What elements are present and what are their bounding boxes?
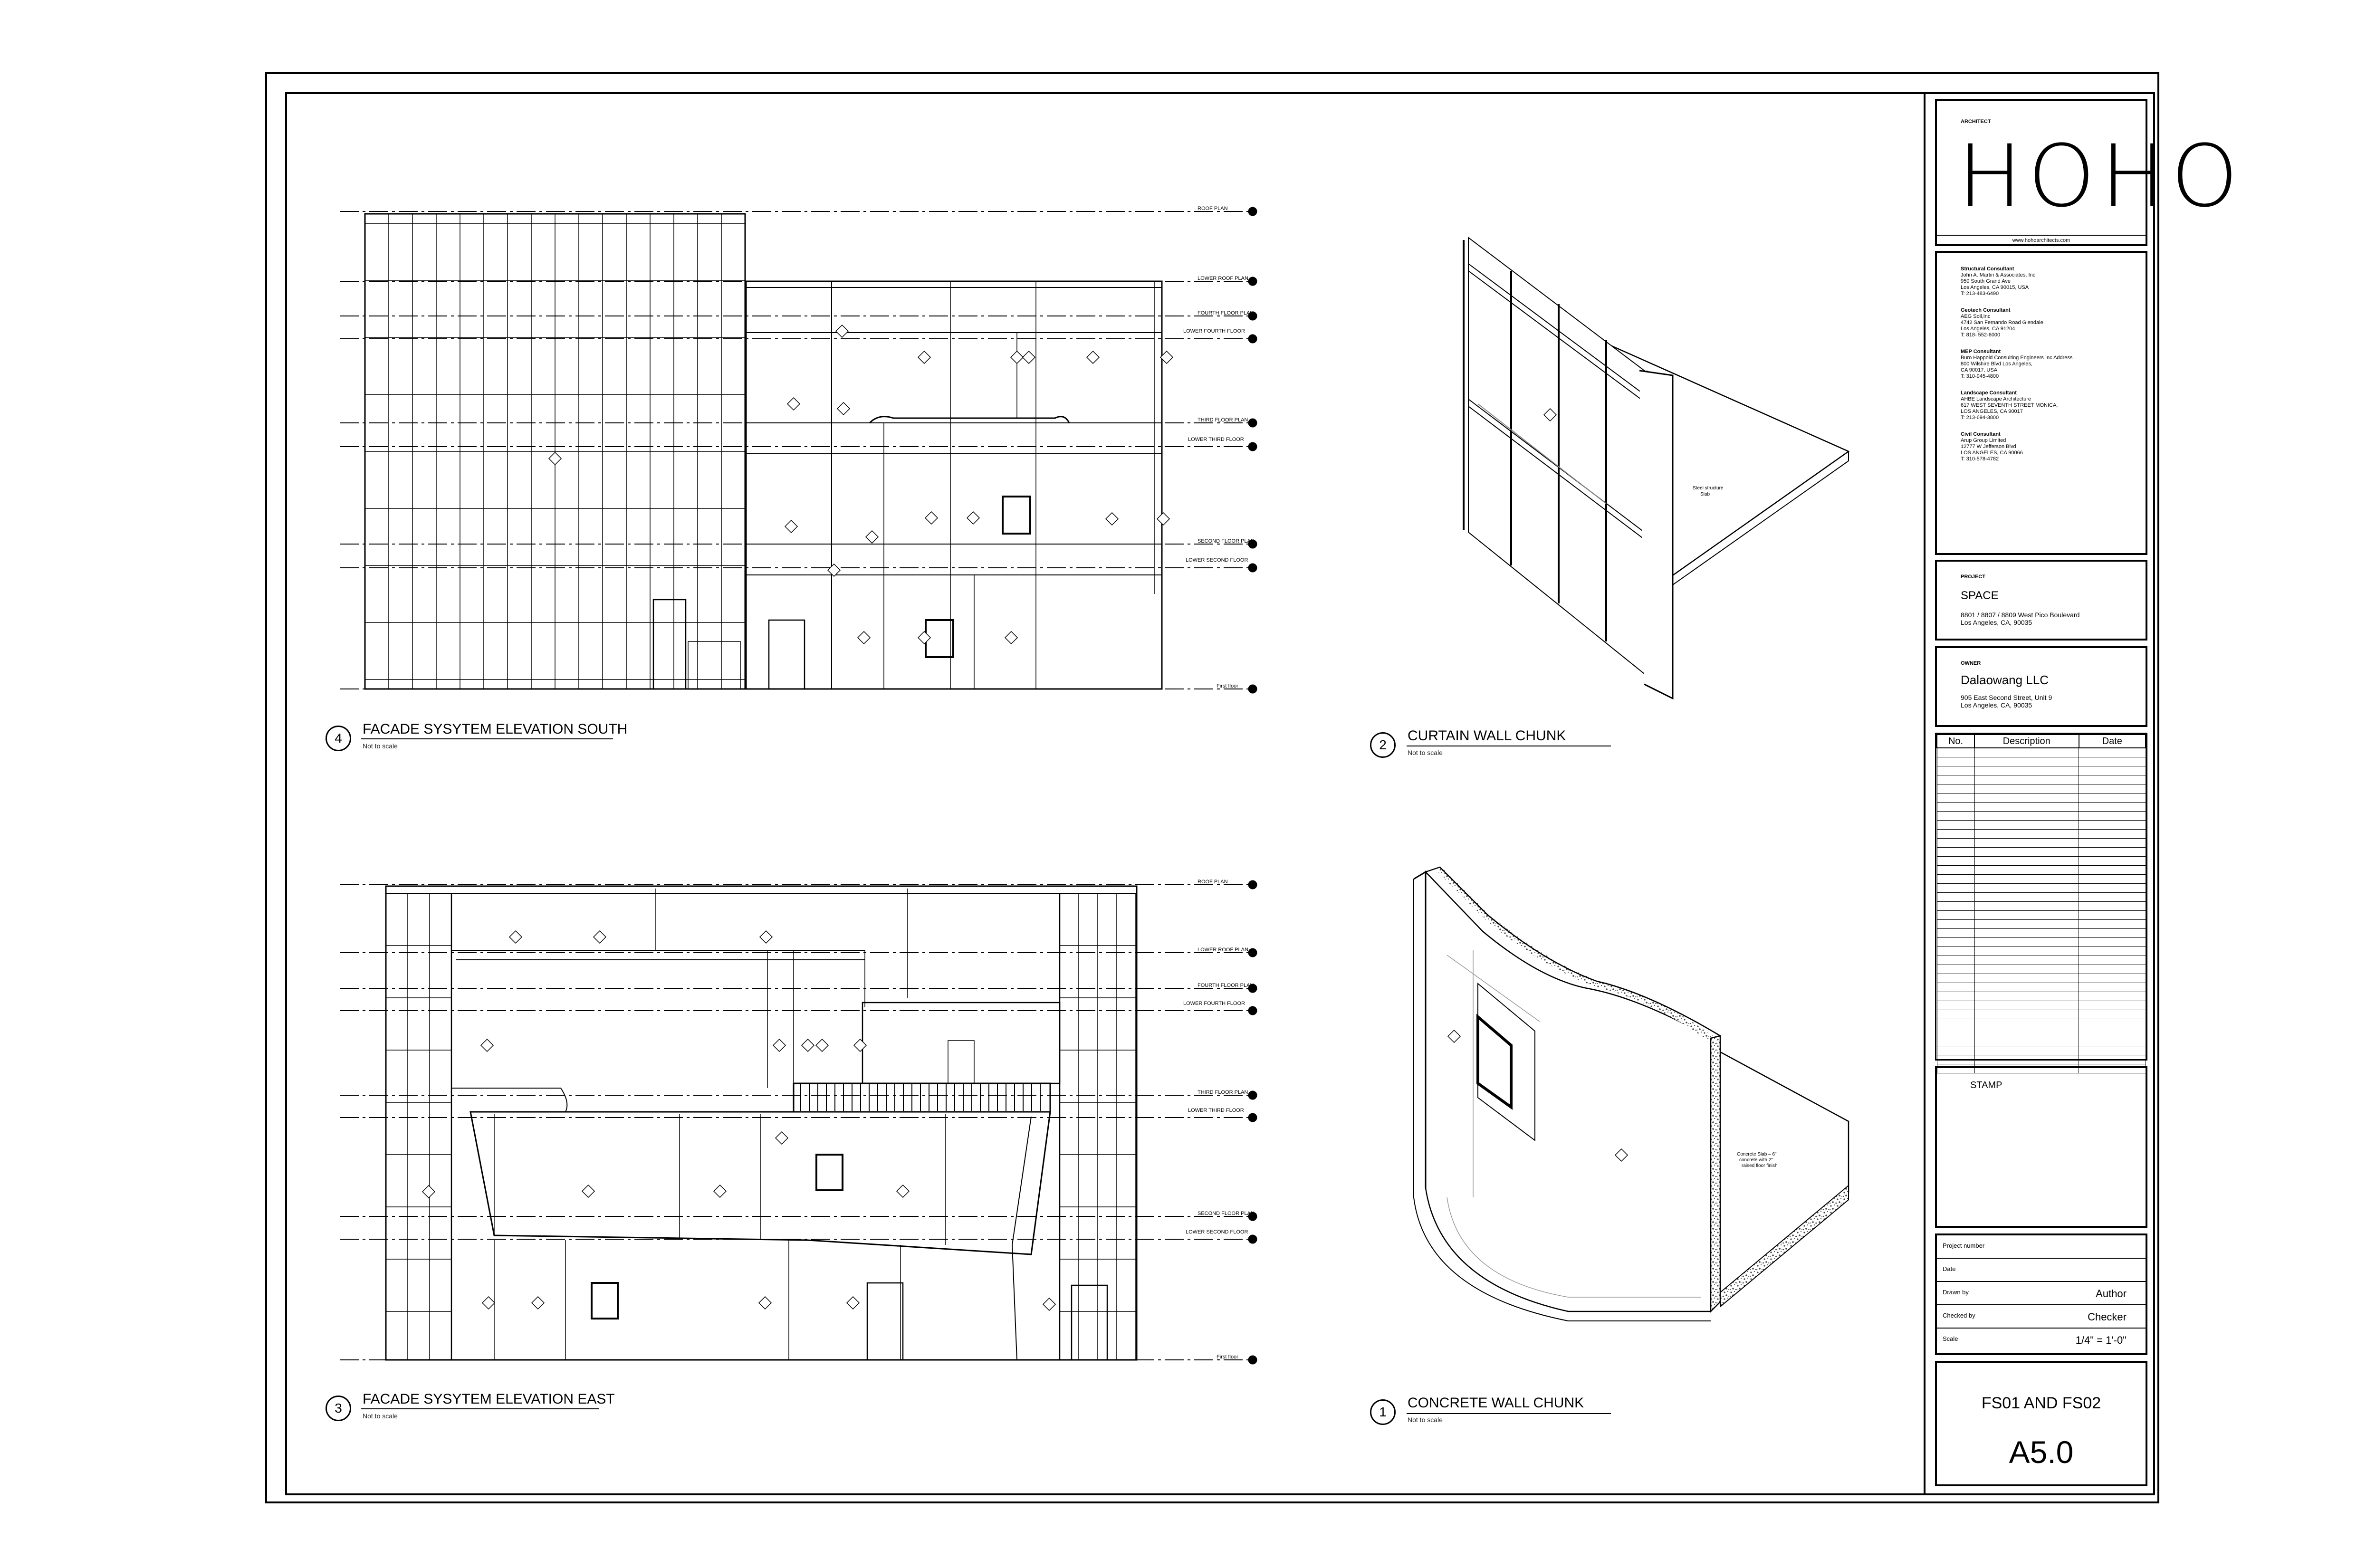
consultant-list: [1961, 266, 2072, 462]
svg-text:THIRD FLOOR PLAN: THIRD FLOOR PLAN: [1198, 1090, 1248, 1095]
consultant-entry: MEP Consultant Buro Happold Consulting Engineers Inc Address 800 Wilshire Blvd Los Angeles, CA 90017, USA T: 310-945-4800: [1961, 349, 2073, 379]
steel-structure-note: Steel structure: [1693, 486, 1724, 491]
curtain-wall-chunk-drawing: [1464, 238, 1849, 698]
architect-box: [1935, 99, 2244, 246]
sheet-id-box: [1935, 1361, 2147, 1486]
panel-tag: [582, 1185, 594, 1197]
revision-row: [1937, 803, 2146, 812]
level-label-lower-third: LOWER THIRD FLOOR: [1188, 437, 1244, 442]
panel-tag: [1023, 351, 1035, 363]
field-project-number: Project number: [1937, 1235, 2146, 1259]
revision-row: [1937, 911, 2146, 920]
field-checked-by: Checked by Checker: [1937, 1305, 2146, 1329]
architect-logo: HOHO: [1958, 127, 2244, 226]
architect-label: ARCHITECT: [1961, 119, 1991, 124]
panel-tag: [481, 1039, 493, 1052]
svg-text:LOWER ROOF PLAN: LOWER ROOF PLAN: [1198, 947, 1248, 953]
revision-row: [1937, 757, 2146, 766]
panel-tag: [836, 325, 848, 337]
view-title-east: FACADE SYSYTEM ELEVATION EAST: [363, 1391, 615, 1407]
view-number-4: 4: [326, 726, 351, 751]
concrete-wall-chunk-drawing: [1414, 867, 1849, 1321]
revision-row: [1937, 848, 2146, 857]
svg-text:FOURTH FLOOR PLAN: FOURTH FLOOR PLAN: [1198, 983, 1254, 988]
level-label-second: SECOND FLOOR PLAN: [1198, 538, 1255, 544]
svg-text:raised floor finish: raised floor finish: [1742, 1163, 1778, 1168]
revision-row: [1937, 1010, 2146, 1019]
rev-col-no: No.: [1937, 735, 1974, 748]
revision-row: [1937, 830, 2146, 839]
panel-tag: [549, 452, 561, 465]
view-number-3: 3: [326, 1396, 351, 1421]
revision-row: [1937, 938, 2146, 947]
revision-row: [1937, 875, 2146, 884]
revision-row: [1937, 1001, 2146, 1010]
door: [769, 620, 805, 689]
revision-row: [1937, 1037, 2146, 1046]
revision-row: [1937, 947, 2146, 956]
revision-row: [1937, 1028, 2146, 1037]
revision-row: [1937, 866, 2146, 875]
window: [1003, 497, 1030, 534]
revision-row: [1937, 784, 2146, 794]
level-label-fourth: FOURTH FLOOR PLAN: [1198, 310, 1254, 316]
revision-row: [1937, 839, 2146, 848]
panel-tag: [482, 1297, 495, 1309]
panel-tag: [967, 512, 979, 524]
panel-tag: [854, 1039, 866, 1052]
panel-tag: [422, 1186, 435, 1198]
level-label-roof: ROOF PLAN: [1198, 206, 1228, 211]
field-date: Date: [1937, 1259, 2146, 1282]
panel-tag: [759, 1297, 771, 1309]
owner-label: OWNER: [1961, 660, 1981, 666]
revision-row: [1937, 956, 2146, 965]
east-elevation-drawing: [340, 880, 1257, 1364]
panel-tag: [918, 631, 930, 644]
door: [653, 600, 686, 689]
owner-box: [1935, 646, 2147, 727]
project-address: 8801 / 8807 / 8809 West Pico Boulevard: [1961, 611, 2080, 619]
project-label: PROJECT: [1961, 574, 1985, 580]
svg-text:ROOF PLAN: ROOF PLAN: [1198, 879, 1228, 885]
tower-curtain-grid: [365, 214, 745, 689]
level-marker: [1248, 564, 1257, 572]
level-marker: [1248, 207, 1257, 216]
revision-row: [1937, 1019, 2146, 1028]
panel-tag: [1087, 351, 1099, 363]
svg-text:LOWER SECOND FLOOR: LOWER SECOND FLOOR: [1186, 1229, 1248, 1235]
svg-text:concrete with 2": concrete with 2": [1739, 1157, 1773, 1163]
revision-row: [1937, 902, 2146, 911]
view-note: Not to scale: [1408, 749, 1443, 756]
rev-col-date: Date: [2079, 735, 2146, 748]
panel-tag: [509, 931, 522, 943]
concrete-slab-note: Concrete Slab – 6": [1737, 1152, 1777, 1157]
panel-tag: [1011, 351, 1023, 363]
panel-tag: [1043, 1298, 1055, 1310]
consultant-entry: Structural Consultant John A. Martin & Associates, Inc 950 South Grand Ave Los Angeles, CA 90015, USA T: 213-483-6490: [1961, 266, 2036, 296]
view-note: Not to scale: [363, 742, 398, 750]
east-outline: [386, 886, 1137, 1360]
panel-tag: [897, 1185, 909, 1197]
revision-row: [1937, 857, 2146, 866]
panel-tag: [773, 1039, 786, 1052]
revision-row: [1937, 794, 2146, 803]
level-label-third: THIRD FLOOR PLAN: [1198, 417, 1248, 423]
panel-tag: [1005, 631, 1017, 644]
project-name: SPACE: [1961, 589, 1999, 602]
revision-table: [1936, 734, 2146, 1073]
level-label-lower-roof: LOWER ROOF PLAN: [1198, 276, 1248, 281]
svg-text:SECOND FLOOR PLAN: SECOND FLOOR PLAN: [1198, 1211, 1255, 1216]
revision-box: [1935, 733, 2147, 1061]
revision-row: [1937, 1055, 2146, 1064]
view-title-south: FACADE SYSYTEM ELEVATION SOUTH: [363, 721, 628, 737]
view-number-1: 1: [1370, 1399, 1396, 1425]
revision-row: [1937, 884, 2146, 893]
panel-tag: [532, 1297, 544, 1309]
consultants-box: [1935, 251, 2147, 555]
level-label-first: First floor: [1217, 683, 1238, 689]
panel-tag: [837, 402, 850, 415]
field-drawn-by: Drawn by Author: [1937, 1282, 2146, 1305]
consultant-entry: Geotech Consultant AEG Soil,Inc 4742 San Fernando Road Glendale Los Angeles, CA 91204 T: 818- 552-6000: [1961, 307, 2043, 338]
consultant-entry: Landscape Consultant AHBE Landscape Architecture 617 WEST SEVENTH STREET MONICA, LOS ANGELES, CA 90017 T: 213-694-3800: [1961, 390, 2058, 421]
revision-row: [1937, 1046, 2146, 1055]
panel-tag: [816, 1039, 828, 1052]
svg-text:LOWER FOURTH FLOOR: LOWER FOURTH FLOOR: [1183, 1001, 1245, 1006]
railing: [794, 1083, 1050, 1112]
owner-address: 905 East Second Street, Unit 9: [1961, 694, 2052, 701]
panel-tag: [847, 1297, 859, 1309]
title-block: [1924, 92, 2244, 1495]
revision-row: [1937, 965, 2146, 974]
view-number-2: 2: [1370, 732, 1396, 758]
panel-tag: [802, 1039, 814, 1052]
revision-row: [1937, 893, 2146, 902]
project-address: Los Angeles, CA, 90035: [1961, 619, 2032, 626]
south-elevation-drawing: [340, 207, 1257, 693]
level-marker: [1248, 419, 1257, 427]
revision-row: [1937, 775, 2146, 784]
view-title-concrete-wall: CONCRETE WALL CHUNK: [1408, 1395, 1584, 1411]
panel-tag: [866, 531, 878, 543]
view-note: Not to scale: [363, 1412, 398, 1420]
level-marker: [1248, 335, 1257, 343]
level-marker: [1248, 277, 1257, 286]
stamp-box: [1935, 1066, 2147, 1228]
level-marker: [1248, 442, 1257, 451]
revision-row: [1937, 812, 2146, 821]
revision-row: [1937, 766, 2146, 775]
south-level-labels: [1183, 206, 1255, 689]
svg-text:First floor: First floor: [1217, 1354, 1238, 1360]
panel-tag: [925, 512, 938, 524]
panel-tag: [1157, 513, 1169, 525]
revision-row: [1937, 748, 2146, 757]
rev-col-description: Description: [1974, 735, 2079, 748]
panel-tag: [858, 631, 870, 644]
architect-website: www.hohoarchitects.com: [2012, 238, 2070, 243]
slab-note: Slab: [1700, 492, 1710, 497]
revision-row: [1937, 929, 2146, 938]
stamp-label: STAMP: [1970, 1080, 2002, 1090]
project-box: [1935, 560, 2147, 641]
east-level-labels: [1183, 879, 1255, 1360]
field-scale: Scale 1/4" = 1'-0": [1943, 1334, 2127, 1346]
revision-row: [1937, 920, 2146, 929]
revision-row: [1937, 974, 2146, 983]
panel-tag: [594, 931, 606, 943]
panel-tag: [785, 520, 797, 533]
revision-row: [1937, 821, 2146, 830]
panel-tag: [918, 351, 930, 363]
revision-row: [1937, 983, 2146, 992]
view-title-curtain-wall: CURTAIN WALL CHUNK: [1408, 728, 1566, 744]
panel-tag: [1106, 513, 1118, 525]
panel-tag: [714, 1185, 726, 1197]
panel-tag: [787, 398, 800, 410]
panel-tags: [549, 325, 1173, 644]
owner-name: Dalaowang LLC: [1961, 673, 2049, 687]
view-note: Not to scale: [1408, 1416, 1443, 1424]
project-info-box: [1935, 1233, 2147, 1355]
level-marker: [1248, 685, 1257, 693]
sheet-number: A5.0: [2009, 1434, 2074, 1470]
panel-tag: [760, 931, 772, 943]
owner-address: Los Angeles, CA, 90035: [1961, 701, 2032, 709]
level-label-lower-second: LOWER SECOND FLOOR: [1186, 557, 1248, 563]
level-label-lower-fourth: LOWER FOURTH FLOOR: [1183, 328, 1245, 334]
svg-text:LOWER THIRD FLOOR: LOWER THIRD FLOOR: [1188, 1108, 1244, 1113]
revision-row: [1937, 992, 2146, 1001]
consultant-entry: Civil Consultant Arup Group Limited 12777 W Jefferson Blvd LOS ANGELES, CA 90066 T: 310-578-4782: [1961, 431, 2023, 462]
panel-tag: [776, 1132, 788, 1144]
sheet-name: FS01 AND FS02: [1981, 1394, 2101, 1412]
